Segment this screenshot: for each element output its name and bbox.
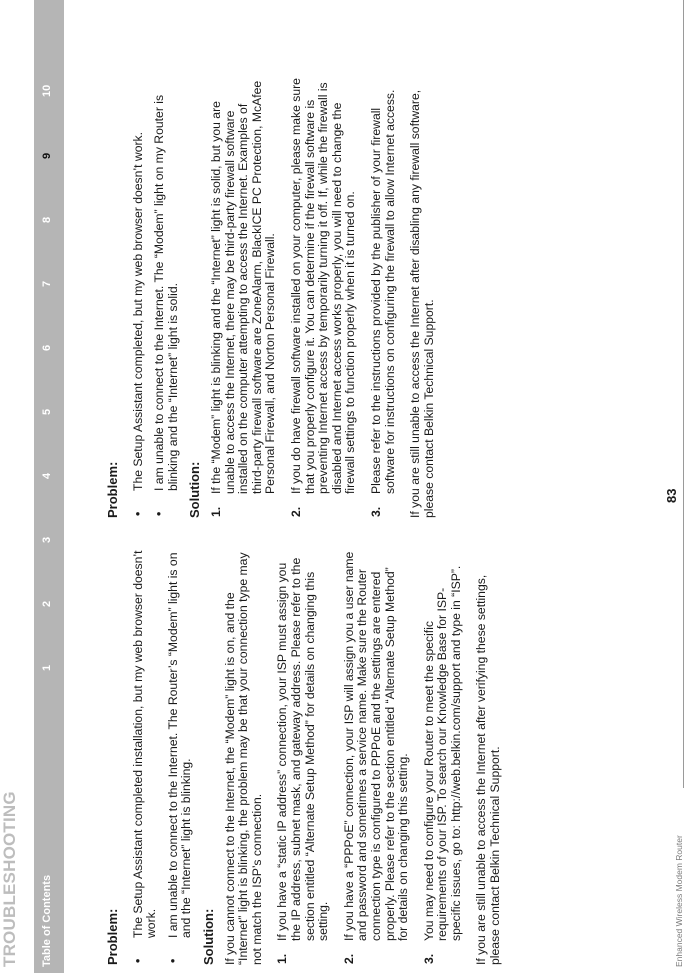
toc-number-5[interactable]: 5: [41, 408, 53, 415]
solution-step: 3. You may need to configure your Router to meet the specific requirements of your ISP. To search our Knowledge Base for ISP-specific issues, go to: http://web.belkin.com/support and type in “ISP”.: [421, 565, 463, 964]
toc-number-4[interactable]: 4: [41, 472, 53, 479]
problem-heading: Problem:: [105, 908, 120, 965]
closing-note: If you are still unable to access the Internet after verifying these settings, please contact Belkin Technical Support.: [474, 574, 503, 965]
product-name: Enhanced Wireless Modem Router: [674, 835, 684, 967]
problem-item: • The Setup Assistant completed installation, but my web browser doesn’t work.: [130, 550, 159, 963]
toc-number-3[interactable]: 3: [41, 536, 53, 543]
toc-link[interactable]: Table of Contents: [41, 874, 53, 967]
section-title: TROUBLESHOOTING: [0, 791, 19, 967]
toc-number-1[interactable]: 1: [41, 664, 53, 671]
bullet-icon: •: [165, 958, 180, 963]
solution-step: 1. If you have a “static IP address” connection, your ISP must assign you the IP address, subnet mask, and gateway address. Please refer to the section entitled “Alternate Setup Method” for details on changing this setting.: [275, 557, 331, 964]
left-column: [106, 550, 515, 965]
solution-step: 2. If you do have firewall software installed on your computer, please make sure that you properly configure it. You can determine if the firewall software is preventing Internet access by temporarily turning it off. If, while the firewall is disabled and Internet access works properly, you will need to change the firewall settings to function properly when it is turned on.: [288, 78, 358, 517]
problem-heading: Problem:: [105, 461, 120, 518]
bullet-icon: •: [130, 958, 145, 963]
toc-number-6[interactable]: 6: [41, 344, 53, 351]
solution-step: 1. If the “Modem” light is blinking and the “Internet” light is solid, but you are unable to access the Internet, there may be third-party firewall software installed on the computer attempting to access the Internet. Examples of third-party firewall software are ZoneAlarm, BlackICE PC Protection, McAfee Personal Firewall, and Norton Personal Firewall.: [208, 80, 278, 517]
right-column: [106, 78, 448, 518]
toc-number-2[interactable]: 2: [41, 600, 53, 607]
closing-note: If you are still unable to access the Internet after disabling any firewall software, please contact Belkin Technical Support.: [408, 89, 436, 518]
problem-item: • I am unable to connect to the Internet. The Router’s “Modem” light is on and the “Internet” light is blinking.: [165, 552, 194, 963]
toc-number-10[interactable]: 10: [41, 84, 53, 97]
footer-divider: [683, 0, 684, 788]
toc-number-7[interactable]: 7: [41, 280, 53, 287]
solution-heading: Solution:: [200, 908, 216, 965]
solution-step: 3. Please refer to the instructions provided by the publisher of your firewall software for instructions on configuring the firewall to allow Internet access.: [368, 89, 397, 517]
solution-heading: Solution:: [187, 461, 203, 518]
solution-step: 2. If you have a “PPPoE” connection, your ISP will assign you a user name and password and sometimes a service name. Make sure the Router connection type is configured to PPPoE and the settings are entered properly. Please refer to the section entitled “Alternate Setup Method” for details on changing this setting.: [341, 551, 411, 964]
bullet-icon: •: [130, 511, 145, 516]
problem-item: • I am unable to connect to the Internet. The “Modem” light on my Router is blinking and the “Internet” light is solid.: [152, 94, 180, 516]
page-number: 83: [664, 488, 679, 503]
bullet-icon: •: [152, 511, 167, 516]
problem-item: • The Setup Assistant completed, but my web browser doesn’t work.: [130, 131, 145, 516]
toc-number-8[interactable]: 8: [41, 216, 53, 223]
toc-number-9[interactable]: 9: [41, 152, 53, 159]
solution-intro: If you cannot connect to the Internet, the “Modem” light is on, and the “Internet” light is blinking, the problem may be that your connection type may not match the ISP’s connection.: [222, 552, 264, 965]
toc-bar: [34, 0, 64, 973]
